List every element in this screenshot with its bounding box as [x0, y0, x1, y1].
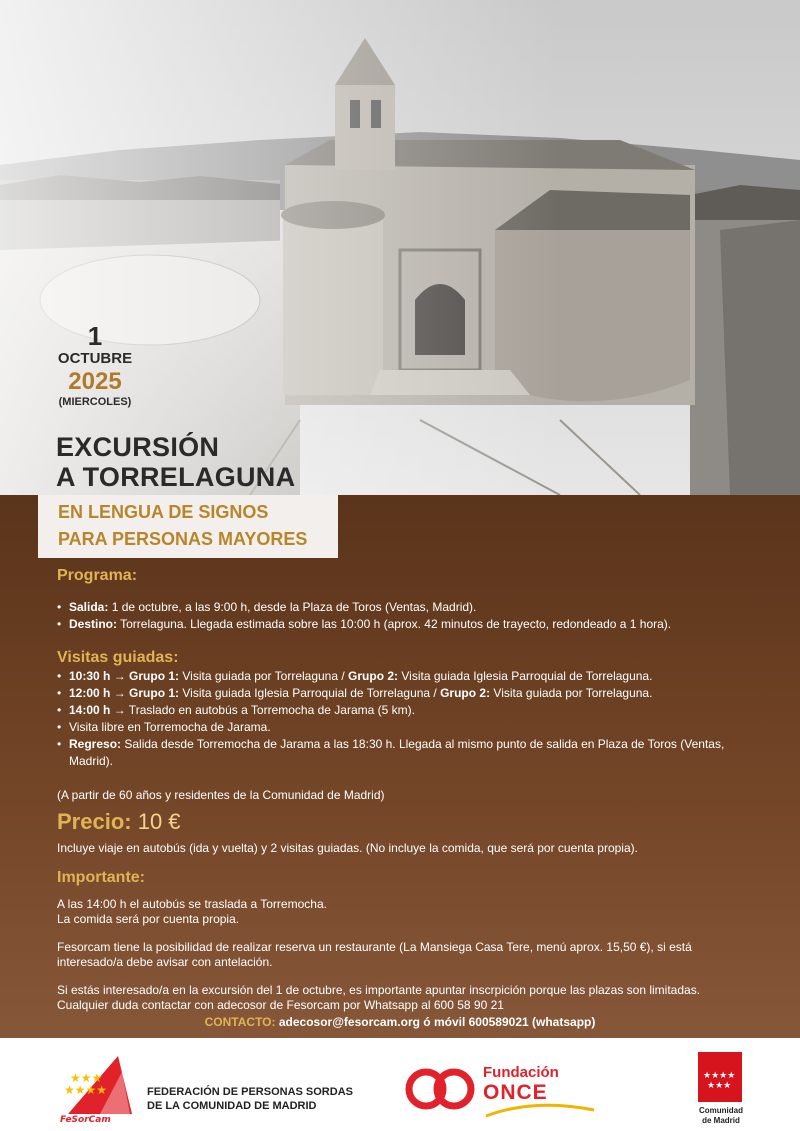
list-item: • 12:00 h → Grupo 1: Visita guiada Iglesia Parroquial de Torrelaguna / Grupo 2: Visita guiada por Torrelaguna.	[57, 685, 757, 702]
svg-text:★★★: ★★★	[70, 1071, 103, 1085]
svg-text:★★★: ★★★	[707, 1081, 732, 1091]
subtitle-box	[38, 495, 338, 558]
importante-p2: Fesorcam tiene la posibilidad de realizar reserva un restaurante (La Mansiega Casa Tere, menú aprox. 15,50 €), si está interesado/a debe avisar con antelación.	[57, 940, 692, 969]
svg-text:FeSorCam: FeSorCam	[60, 1115, 111, 1124]
visitas-heading: Visitas guiadas:	[57, 649, 179, 666]
importante-p3-line2: Cualquier duda contactar con adecosor de Fesorcam por Whatsapp al 600 58 90 21	[57, 998, 504, 1012]
list-item: • Regreso: Salida desde Torremocha de Jarama a las 18:30 h. Llegada al mismo punto de salida en Plaza de Toros (Ventas, Madrid).	[57, 736, 757, 770]
list-item: • 14:00 h → Traslado en autobús a Torremocha de Jarama (5 km).	[57, 702, 757, 719]
contact-label: CONTACTO:	[204, 1015, 276, 1029]
title-line-1: EXCURSIÓN	[56, 432, 220, 462]
importante-p1-line1: A las 14:00 h el autobús se traslada a Torremocha.	[57, 897, 327, 911]
date-year: 2025	[68, 368, 122, 395]
date-month: OCTUBRE	[57, 350, 133, 367]
footer	[0, 1038, 800, 1131]
contact-line	[0, 1015, 800, 1029]
price-value: 10 €	[137, 809, 181, 834]
importante-p1-line2: La comida será por cuenta propia.	[57, 912, 240, 926]
comunidad-madrid-flag-icon	[698, 1052, 742, 1102]
list-item: • Salida: 1 de octubre, a las 9:00 h, desde la Plaza de Toros (Ventas, Madrid).	[57, 599, 757, 616]
requisitos-text: (A partir de 60 años y residentes de la Comunidad de Madrid)	[57, 788, 385, 802]
list-item: • 10:30 h → Grupo 1: Visita guiada por Torrelaguna / Grupo 2: Visita guiada Iglesia Parroquial de Torrelaguna.	[57, 668, 757, 685]
list-item: • Visita libre en Torremocha de Jarama.	[57, 719, 757, 736]
programa-heading: Programa:	[57, 567, 138, 584]
hero-photo	[0, 0, 800, 495]
price-note: Incluye viaje en autobús (ida y vuelta) y 2 visitas guiadas. (No incluye la comida, que será por cuenta propia).	[57, 841, 638, 855]
contact-value[interactable]: adecosor@fesorcam.org ó móvil 600589021 (whatsapp)	[278, 1015, 596, 1029]
church-illustration	[0, 0, 800, 495]
price-label: Precio:	[57, 809, 132, 834]
visitas-list	[57, 668, 757, 770]
event-details	[57, 566, 757, 1013]
fesorcam-logo	[60, 1052, 140, 1124]
importante-heading: Importante:	[57, 869, 145, 886]
page-title	[56, 432, 295, 492]
importante-p3-line1: Si estás interesado/a en la excursión del 1 de octubre, es importante apuntar inscrpición porque las plazas son limitadas.	[57, 983, 701, 997]
svg-text:★★★★: ★★★★	[703, 1071, 736, 1081]
programa-list	[57, 599, 757, 633]
subtitle-line-1: EN LENGUA DE SIGNOS	[58, 502, 269, 522]
date-day: 1	[87, 321, 103, 351]
date-weekday: (MIERCOLES)	[58, 396, 132, 408]
subtitle-line-2: PARA PERSONAS MAYORES	[58, 529, 308, 549]
list-item: • Destino: Torrelaguna. Llegada estimada sobre las 10:00 h (aprox. 42 minutos de trayecto, redondeado a 1 hora).	[57, 616, 757, 633]
once-name-text: ONCE	[483, 1081, 548, 1104]
event-date	[40, 322, 150, 409]
fesorcam-name: FEDERACIÓN DE PERSONAS SORDAS DE LA COMUNIDAD DE MADRID	[147, 1086, 353, 1112]
once-fundacion-text: Fundación	[483, 1064, 559, 1081]
price	[57, 809, 757, 835]
svg-text:★★★★: ★★★★	[64, 1083, 108, 1097]
comunidad-madrid-name: Comunidad de Madrid	[699, 1106, 743, 1125]
title-line-2: A TORRELAGUNA	[56, 462, 296, 492]
